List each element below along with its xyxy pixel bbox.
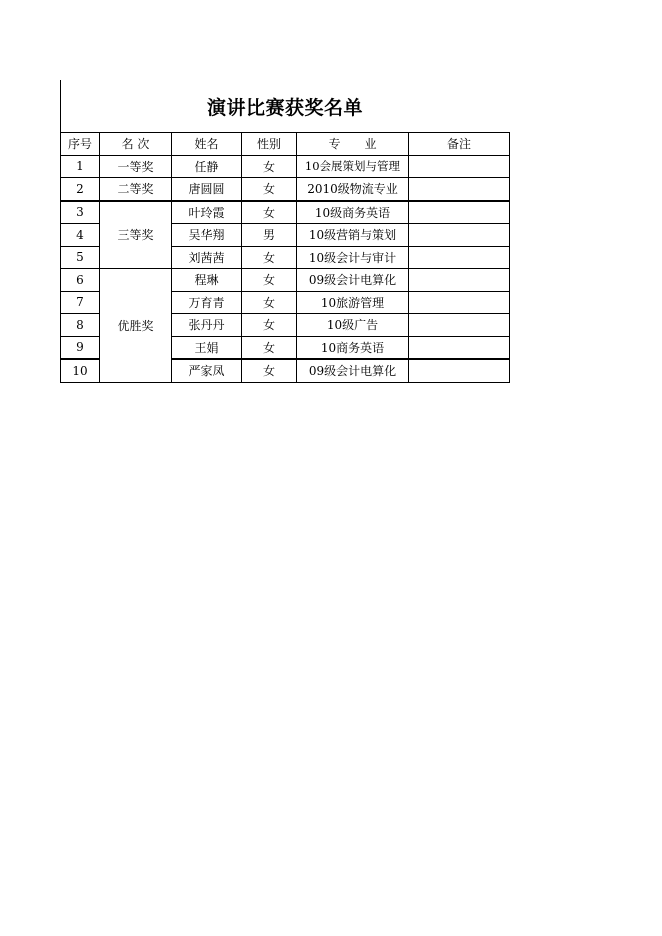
cell-name: 万育青 — [172, 291, 242, 314]
header-no: 序号 — [61, 133, 100, 156]
cell-name: 吴华翔 — [172, 224, 242, 247]
cell-major: 10级广告 — [297, 314, 409, 337]
cell-note — [409, 201, 510, 224]
table-row — [61, 178, 510, 201]
table-header-row — [61, 133, 510, 156]
cell-major: 09级会计电算化 — [297, 359, 409, 382]
cell-major: 10商务英语 — [297, 336, 409, 359]
cell-note — [409, 359, 510, 382]
cell-gender: 女 — [242, 336, 297, 359]
cell-rank: 一等奖 — [100, 155, 172, 178]
cell-name: 刘茜茜 — [172, 246, 242, 269]
cell-note — [409, 246, 510, 269]
header-name: 姓名 — [172, 133, 242, 156]
cell-gender: 女 — [242, 291, 297, 314]
cell-no: 10 — [61, 359, 100, 382]
cell-name: 程琳 — [172, 269, 242, 292]
table-row — [61, 201, 510, 224]
cell-note — [409, 336, 510, 359]
cell-name: 叶玲霞 — [172, 201, 242, 224]
cell-note — [409, 291, 510, 314]
cell-no: 5 — [61, 246, 100, 269]
cell-gender: 女 — [242, 155, 297, 178]
cell-rank: 优胜奖 — [100, 269, 172, 383]
cell-no: 2 — [61, 178, 100, 201]
cell-gender: 男 — [242, 224, 297, 247]
cell-gender: 女 — [242, 314, 297, 337]
cell-name: 任静 — [172, 155, 242, 178]
header-note: 备注 — [409, 133, 510, 156]
header-gender: 性别 — [242, 133, 297, 156]
cell-major: 09级会计电算化 — [297, 269, 409, 292]
award-table — [60, 132, 510, 383]
cell-no: 3 — [61, 201, 100, 224]
cell-name: 王娟 — [172, 336, 242, 359]
cell-note — [409, 178, 510, 201]
cell-gender: 女 — [242, 178, 297, 201]
cell-name: 张丹丹 — [172, 314, 242, 337]
cell-no: 6 — [61, 269, 100, 292]
cell-no: 4 — [61, 224, 100, 247]
cell-major: 10级商务英语 — [297, 201, 409, 224]
cell-name: 唐圆圆 — [172, 178, 242, 201]
cell-note — [409, 269, 510, 292]
cell-gender: 女 — [242, 359, 297, 382]
cell-note — [409, 155, 510, 178]
cell-note — [409, 314, 510, 337]
cell-major: 10级会计与审计 — [297, 246, 409, 269]
cell-major: 10会展策划与管理 — [297, 155, 409, 178]
header-major: 专 业 — [297, 133, 409, 156]
table-row — [61, 269, 510, 292]
cell-major: 10旅游管理 — [297, 291, 409, 314]
cell-no: 9 — [61, 336, 100, 359]
cell-major: 10级营销与策划 — [297, 224, 409, 247]
page-title: 演讲比赛获奖名单 — [206, 97, 363, 119]
cell-name: 严家凤 — [172, 359, 242, 382]
cell-no: 7 — [61, 291, 100, 314]
cell-no: 1 — [61, 155, 100, 178]
cell-rank: 二等奖 — [100, 178, 172, 201]
cell-no: 8 — [61, 314, 100, 337]
table-row — [61, 155, 510, 178]
cell-gender: 女 — [242, 269, 297, 292]
cell-note — [409, 224, 510, 247]
cell-major: 2010级物流专业 — [297, 178, 409, 201]
cell-rank: 三等奖 — [100, 201, 172, 269]
header-rank: 名 次 — [100, 133, 172, 156]
cell-gender: 女 — [242, 201, 297, 224]
cell-gender: 女 — [242, 246, 297, 269]
